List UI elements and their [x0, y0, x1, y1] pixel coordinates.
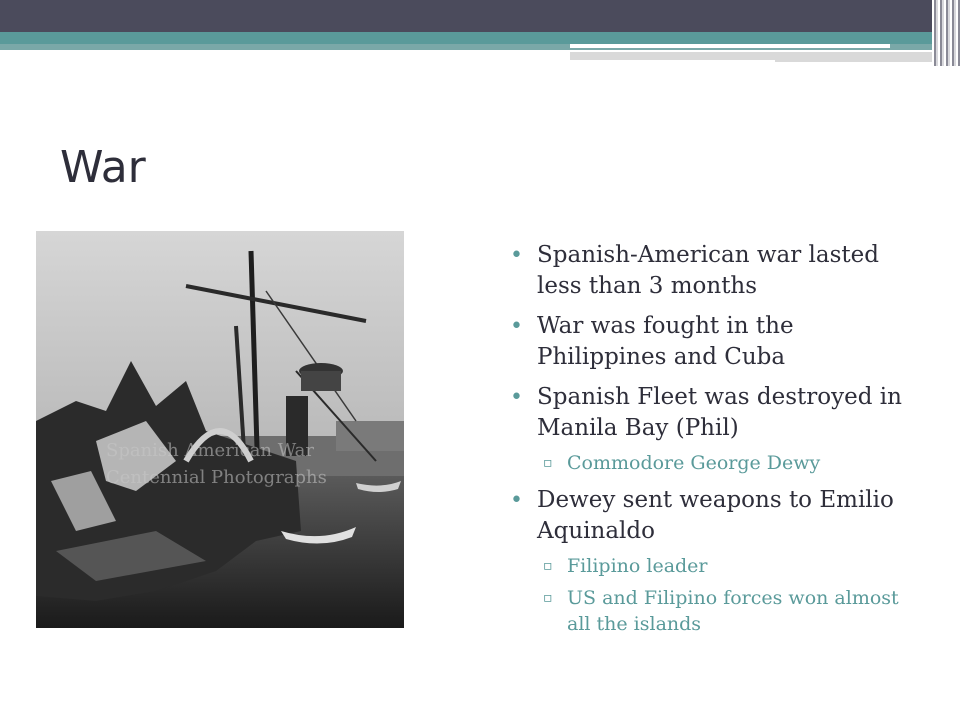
- sub-bullet-glyph: ▫: [543, 558, 553, 574]
- photo-watermark-line2: Centennial Photographs: [106, 467, 327, 488]
- bullet-text: Dewey sent weapons to Emilio Aquinaldo: [537, 487, 894, 544]
- sub-bullet-text: Commodore George Dewy: [567, 452, 821, 474]
- bullet-item: [510, 485, 910, 637]
- bullet-glyph: •: [510, 243, 523, 268]
- bullet-glyph: •: [510, 385, 523, 410]
- photo-watermark-line1: Spanish American War: [106, 440, 314, 461]
- shipwreck-photo: [36, 231, 404, 628]
- sub-bullet-item: [537, 553, 910, 579]
- sub-bullet-glyph: ▫: [543, 455, 553, 471]
- sub-bullet-list: [537, 450, 910, 476]
- bullet-glyph: •: [510, 314, 523, 339]
- slide-title: War: [60, 142, 146, 193]
- shipwreck-photo-graphic: [36, 231, 404, 628]
- decor-line: [570, 60, 775, 64]
- bullet-text: War was fought in the Philippines and Cuba: [537, 313, 794, 370]
- sub-bullet-item: [537, 585, 910, 637]
- decor-stripes: [932, 0, 960, 66]
- bullet-text: Spanish-American war lasted less than 3 months: [537, 242, 880, 299]
- sub-bullet-text: Filipino leader: [567, 555, 708, 577]
- sub-bullet-item: [537, 450, 910, 476]
- sub-bullet-glyph: ▫: [543, 590, 553, 606]
- bullet-list: [510, 240, 910, 646]
- sub-bullet-list: [537, 553, 910, 637]
- bullet-item: [510, 311, 910, 373]
- bullet-item: [510, 382, 910, 476]
- bullet-glyph: •: [510, 488, 523, 513]
- bullet-item: [510, 240, 910, 302]
- header-bar: [0, 0, 960, 32]
- bullet-text: Spanish Fleet was destroyed in Manila Bay (Phil): [537, 384, 902, 441]
- sub-bullet-text: US and Filipino forces won almost all the islands: [567, 587, 899, 635]
- accent-band: [0, 32, 960, 44]
- decor-line: [570, 44, 890, 48]
- bullet-list-items: [510, 240, 910, 637]
